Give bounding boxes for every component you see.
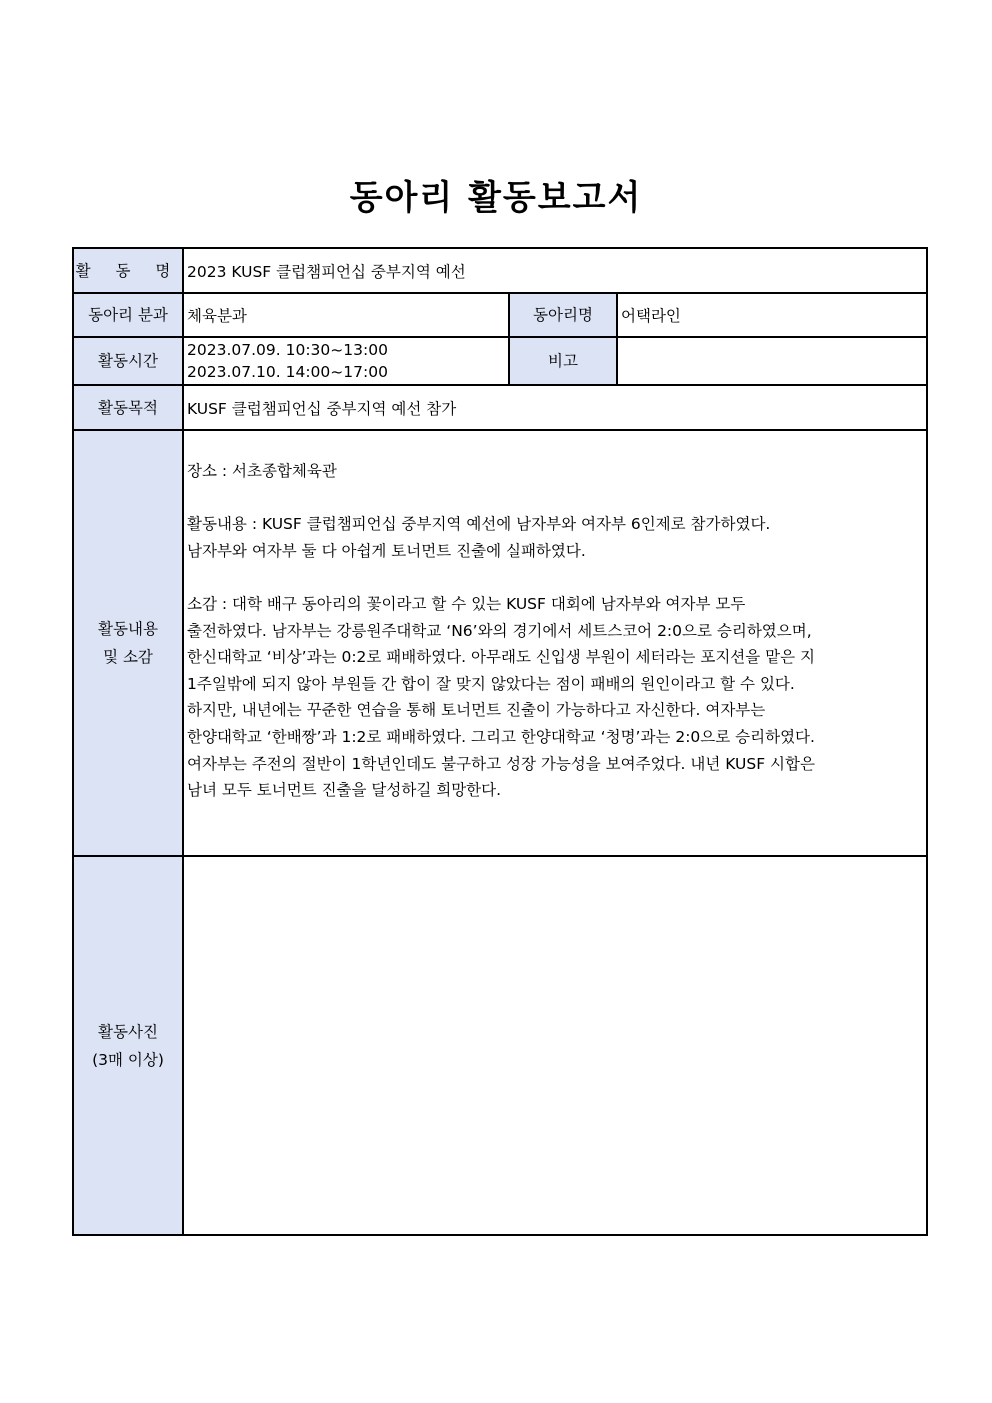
- report-table: [72, 247, 928, 1236]
- row-activity-time: [73, 337, 927, 385]
- label-activity-time: 활동시간: [73, 337, 183, 385]
- photo-area: [183, 856, 927, 1235]
- content-activity-line: 활동내용 : KUSF 클럽챔피언십 중부지역 예선에 남자부와 여자부 6인제로 참가하였다.: [187, 515, 771, 534]
- value-club-division: 체육분과: [183, 293, 509, 337]
- value-activity-purpose: KUSF 클럽챔피언십 중부지역 예선 참가: [183, 385, 927, 430]
- content-impression-line: 하지만, 내년에는 꾸준한 연습을 통해 토너먼트 진출이 가능하다고 자신한다. 여자부는: [187, 701, 766, 720]
- row-photos: [73, 856, 927, 1235]
- content-impression-line: 남녀 모두 토너먼트 진출을 달성하길 희망한다.: [187, 781, 502, 800]
- label-photos: 활동사진 (3매 이상): [73, 856, 183, 1235]
- content-activity-line: 남자부와 여자부 둘 다 아쉽게 토너먼트 진출에 실패하였다.: [187, 541, 586, 560]
- value-activity-name: 2023 KUSF 클럽챔피언십 중부지역 예선: [183, 248, 927, 293]
- row-club-info: [73, 293, 927, 337]
- label-activity-name: 활 동 명: [73, 248, 183, 293]
- value-remarks: [617, 337, 927, 385]
- value-activity-time: [183, 337, 509, 385]
- label-activity-purpose: 활동목적: [73, 385, 183, 430]
- content-impression-line: 한양대학교 ‘한배짱’과 1:2로 패배하였다. 그리고 한양대학교 ‘청명’과는 2:0으로 승리하였다.: [187, 728, 815, 747]
- content-impression-line: 1주일밖에 되지 않아 부원들 간 합이 잘 맞지 않았다는 점이 패배의 원인이라고 할 수 있다.: [187, 674, 795, 693]
- content-impression-line: 소감 : 대학 배구 동아리의 꽃이라고 할 수 있는 KUSF 대회에 남자부와 여자부 모두: [187, 595, 746, 614]
- label-content: 활동내용 및 소감: [73, 430, 183, 856]
- row-activity-purpose: [73, 385, 927, 430]
- content-impression-line: 한신대학교 ‘비상’과는 0:2로 패배하였다. 아무래도 신입생 부원이 세터라는 포지션을 맡은 지: [187, 648, 816, 667]
- value-club-name: 어택라인: [617, 293, 927, 337]
- content-place: 장소 : 서초종합체육관: [187, 462, 337, 481]
- label-club-name: 동아리명: [509, 293, 617, 337]
- content-impression-line: 출전하였다. 남자부는 강릉원주대학교 ‘N6’와의 경기에서 세트스코어 2:0으로 승리하였으며,: [187, 621, 812, 640]
- label-remarks: 비고: [509, 337, 617, 385]
- activity-time-line-2: 2023.07.10. 14:00~17:00: [187, 363, 388, 381]
- document-title: 동아리 활동보고서: [349, 178, 643, 218]
- label-club-division: 동아리 분과: [73, 293, 183, 337]
- value-content: [183, 430, 927, 856]
- row-activity-name: [73, 248, 927, 293]
- content-impression-line: 여자부는 주전의 절반이 1학년인데도 불구하고 성장 가능성을 보여주었다. 내년 KUSF 시합은: [187, 754, 815, 773]
- activity-time-line-1: 2023.07.09. 10:30~13:00: [187, 341, 388, 359]
- row-content: [73, 430, 927, 856]
